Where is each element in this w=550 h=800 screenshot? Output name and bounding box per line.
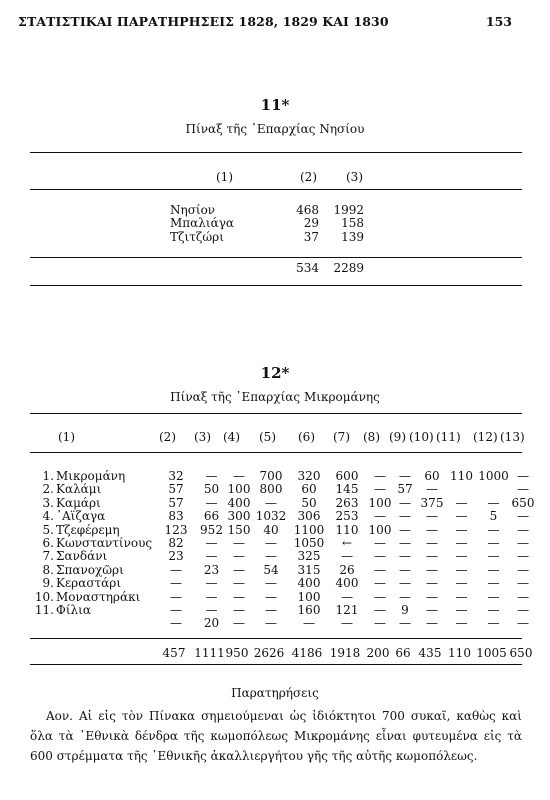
table-12-place-name [56,617,156,630]
table-12-col-header: (2) [159,430,176,444]
table-11-place-name: Μπαλιάγα [170,216,234,231]
table-12-cell: 9 [401,603,409,618]
table-12-cell: 952 [200,522,223,537]
table-12-cell: 320 [297,469,321,483]
table-12-cell: — [455,509,468,524]
table-12-cell: — [426,549,438,564]
table-12-cell: — [399,616,411,631]
table-12-cell: 400 [227,495,251,510]
table-12-row-number: 7. [42,549,54,564]
table-12-cell: — [455,603,468,618]
table-12-cell: 400 [335,576,359,591]
table-12-row-number: 2. [42,482,54,497]
table-12-cell: — [487,495,500,510]
table-12-row [30,537,535,550]
table-12-cell: — [455,576,468,591]
table-11-total-rule [30,257,522,258]
table-12-total-cell: 2626 [253,646,285,660]
table-12-cell: — [205,549,218,564]
table-12-cell [476,483,511,496]
table-12-cell: — [455,616,468,631]
table-12-cell: — [233,616,245,631]
table-12-cell: — [265,616,277,631]
table-12-cell: 83 [168,509,184,524]
table-12-col-header: (6) [298,430,315,444]
table-12-cell: 375 [420,495,444,510]
table-12-cell: — [265,536,277,551]
table-12-total-cell: 650 [509,646,533,660]
table-12-cell: — [455,495,468,510]
table-12-cell: 60 [424,469,440,483]
table-12-cell: — [205,576,218,591]
table-12-place-name: ᾿Αϊζαγα [56,509,106,524]
table-12-cell: 650 [511,495,535,510]
table-12-col-header: (10) [409,430,434,444]
table-12-place-name: Φίλια [56,603,91,618]
table-12-total-cell: 457 [162,646,186,660]
table-12-cell: 253 [335,509,359,524]
table-12-row-number: 4. [42,509,54,524]
table-12-row-number: 3. [42,495,54,510]
table-12-cell: — [205,589,218,604]
table-12-cell: — [517,562,529,577]
table-12-total-row [30,647,533,660]
table-12-cell: — [205,469,218,483]
table-12-cell: 110 [335,522,359,537]
table-12-row [30,550,535,563]
table-12-cell: — [426,562,438,577]
table-12-cell: 40 [263,522,279,537]
table-12-cell: 1100 [293,522,325,537]
table-12-cell: 263 [335,495,359,510]
table-12-cell: — [487,589,500,604]
table-12-cell: 100 [368,495,392,510]
table-12-cell: 325 [297,549,321,564]
table-12-cell: — [455,549,468,564]
table-12-cell: — [265,603,277,618]
page-number: 153 [485,14,512,29]
table-12-cell: 57 [168,482,184,497]
table-12-cell: — [233,603,245,618]
table-12-cell: — [374,603,386,618]
table-12-row [30,483,535,496]
table-12-cell: — [233,576,245,591]
table-12-cell: 57 [397,482,413,497]
table-12-cell: — [170,589,182,604]
table-12-place-name: Μικρομάνη [56,469,126,483]
table-12-cell: 5 [489,509,498,524]
table-12-top-rule [30,413,522,414]
table-12-cell: — [265,549,277,564]
table-12-cell: 800 [259,482,283,497]
table-12-cell: — [205,495,218,510]
table-12-cell: — [487,562,500,577]
table-11-body [170,204,364,244]
table-12-cell: — [374,562,386,577]
table-12-cell: 306 [297,509,321,524]
table-11-col-1-header: (1) [216,170,233,184]
table-12-cell: — [517,616,529,631]
table-12-col-header: (12) [473,430,498,444]
table-11-number: 11* [260,96,290,114]
notes-title: Παρατηρήσεις [231,686,319,700]
table-12-cell: — [455,536,468,551]
table-12-cell: — [233,536,245,551]
table-12-col-header: (9) [389,430,406,444]
table-11-row [170,217,364,230]
table-12-place-name: Κεραστάρι [56,576,122,591]
table-12-row-number: 6. [42,536,54,551]
table-12-total-rule [30,638,522,639]
table-12-total-cell: 1918 [329,646,361,660]
table-12-cell: — [374,482,386,497]
table-12-cell: — [399,576,411,591]
table-12-place-name: Σανδάνι [56,549,108,564]
table-12-row [30,617,535,630]
table-12-cell: — [233,549,245,564]
table-12-cell: 100 [297,589,321,604]
table-12-cell: — [517,589,529,604]
table-12-cell: — [399,549,411,564]
table-11-col-2-header: (2) [300,170,317,184]
running-title: ΣΤΑΤΙΣΤΙΚΑΙ ΠΑΡΑΤΗΡΗΣΕΙΣ 1828, 1829 ΚΑΙ 1830 [18,14,389,29]
table-12-cell: — [374,576,386,591]
table-12-cell: 110 [450,469,473,483]
table-11-total-cell: 2289 [333,261,364,275]
table-12-cell: 23 [203,562,220,577]
table-12-cell: 160 [297,603,321,618]
table-12-cell: 100 [227,482,251,497]
table-12-cell: 66 [203,509,220,524]
table-12-place-name: Τζεφέρεμη [56,522,120,537]
table-12-row [30,524,535,537]
table-12-cell: 315 [297,562,321,577]
table-11-top-rule [30,152,522,153]
table-12-cell: — [455,589,468,604]
table-12-cell: — [205,603,218,618]
table-12-total-cell: 66 [395,646,411,660]
table-12-total-cell: 435 [418,646,442,660]
table-12-cell: 600 [335,469,359,483]
table-12-total-cell: 950 [225,646,249,660]
table-11-place-name: Τζιτζώρι [170,229,224,244]
table-12-cell: — [265,495,277,510]
table-12-cell: — [487,549,500,564]
table-12-place-name: Κωνσταντίνους [56,536,153,551]
table-12-col-header: (7) [333,430,350,444]
table-12-cell: — [374,616,386,631]
table-12-cell: — [233,589,245,604]
table-12-cell: 60 [301,482,317,497]
table-11-cell: 29 [303,216,319,231]
table-12-cell: — [233,562,245,577]
table-12-cell: 123 [164,522,188,537]
table-12-row-number: 10. [34,589,54,604]
table-12-cell: — [426,603,438,618]
table-12-cell: — [517,603,529,618]
table-11-row [170,204,364,217]
table-12-col-header: (8) [363,430,380,444]
table-12-cell: — [170,603,182,618]
table-12-bottom-rule [30,664,522,665]
table-12-cell: — [517,482,529,497]
table-12-row [30,510,535,523]
table-12-cell: — [487,576,500,591]
table-12-cell: 145 [335,482,359,497]
table-11-totals [170,262,364,275]
table-12-cell: — [487,522,500,537]
table-12-cell: — [399,522,411,537]
table-12-place-name: Σπανοχῶρι [56,562,124,577]
table-12-row-number: 11. [34,603,54,618]
table-12-cell: — [374,589,386,604]
table-12-row-number [30,617,56,630]
table-12-cell: — [517,522,529,537]
table-11-cell: 37 [303,229,319,244]
table-12-col-header: (1) [58,430,75,444]
table-12-cell: — [170,562,182,577]
table-11-title: Πίναξ τῆς ᾿Επαρχίας Νησίου [185,122,365,136]
table-12-cell: 700 [259,469,283,483]
table-12-col-header: (11) [436,430,461,444]
table-11-bottom-rule [30,285,522,286]
table-12-row-number: 5. [42,522,54,537]
table-12-cell: — [517,536,529,551]
table-12-cell: — [487,536,500,551]
table-12-cell: — [426,576,438,591]
table-12-cell: ← [341,536,353,551]
table-11-header-rule [30,189,522,190]
table-11-total-cell: 534 [296,261,319,275]
table-12-cell: — [341,549,353,564]
table-12-row [30,497,535,510]
table-12-cell: — [455,562,468,577]
table-12-row [30,591,535,604]
table-12-cell: — [233,469,245,483]
table-12-cell: — [517,549,529,564]
table-11-cell: 468 [296,203,319,217]
table-12-col-header: (5) [259,430,276,444]
table-12-total-cell: 200 [366,646,390,660]
table-12-cell: — [341,616,353,631]
table-12-cell: — [341,589,353,604]
table-12-total-cell: 4186 [291,646,323,660]
table-12-cell: 20 [203,616,220,631]
table-12-cell: 1050 [293,536,325,551]
table-12-cell: 32 [168,469,184,483]
table-12-cell: — [374,509,386,524]
table-12-cell: 23 [168,549,184,564]
table-12-cell: — [303,616,315,631]
table-12-cell: — [426,616,438,631]
table-12-total-cell: 1111 [194,646,225,660]
table-12-title: Πίναξ τῆς ᾿Επαρχίας Μικρομάνης [170,390,380,404]
table-12-row-number: 8. [42,562,54,577]
table-12-cell: 50 [203,482,220,497]
table-12-cell: — [426,589,438,604]
table-12-totals [30,647,533,660]
table-12-cell: — [399,589,411,604]
table-12-cell: — [487,603,500,618]
table-12-cell: 50 [301,495,317,510]
table-12-cell [447,483,476,496]
table-12-cell: — [170,616,182,631]
table-12-body [30,470,535,631]
table-12-place-name: Μοναστηράκι [56,589,141,604]
table-12-cell: — [455,522,468,537]
table-12-cell: — [517,509,529,524]
table-12-cell: — [374,549,386,564]
table-12-place-name: Καμάρι [56,495,101,510]
table-12-cell: — [265,576,277,591]
table-12-cell: — [399,469,411,483]
table-12-cell: 400 [297,576,321,591]
table-12-cell: 100 [368,522,392,537]
table-12-row-number: 9. [42,576,54,591]
table-11-place-name: Νησίον [170,203,216,217]
table-12-cell: — [399,495,411,510]
table-12-cell: 26 [339,562,355,577]
table-12-cell: — [265,589,277,604]
table-12-cell: — [399,562,411,577]
table-11-col-3-header: (3) [346,170,363,184]
table-12-row [30,564,535,577]
table-12-cell: 300 [227,509,251,524]
table-12-cell: 82 [168,536,184,551]
table-12-cell: — [426,536,438,551]
table-12-cell: 121 [335,603,359,618]
table-12-cell: — [426,482,438,497]
table-12-row [30,470,535,483]
notes-text: Αον. Αἱ εἰς τὸν Πίνακα σημειούμεναι ὡς ἰδιόκτητοι 700 συκαῖ, καθὼς καὶ ὅλα τὰ ᾿Εθνικὰ δένδρα τῆς κωμοπόλεως Μικρομάνης εἶναι φυτευμένα εἰς τὰ 600 στρέμματα τῆς ᾿Εθνικῆς ἀκαλλιεργήτου γῆς τῆς αὐτῆς κωμοπόλεως. [30,709,522,763]
table-12-cell: 1032 [255,509,287,524]
table-12-col-header: (13) [500,430,525,444]
table-12-total-cell: 110 [448,646,471,660]
table-11-cell: 158 [341,216,364,231]
table-12-cell: — [170,576,182,591]
table-12-cell: 1000 [478,469,509,483]
table-11-cell: 139 [341,229,364,244]
table-12-cell: 150 [227,522,251,537]
table-12-header-rule [30,452,522,453]
table-11-total-row [170,262,364,275]
table-12-cell: — [517,576,529,591]
table-12-cell: — [399,536,411,551]
table-12-cell: — [374,469,386,483]
table-12-cell: — [487,616,500,631]
table-12-cell: 54 [263,562,279,577]
table-12-cell: — [517,469,529,483]
table-12-total-cell: 1005 [476,646,507,660]
table-12-cell: — [426,522,438,537]
table-11-cell: 1992 [333,203,364,217]
table-12-col-header: (3) [194,430,211,444]
table-12-cell: 57 [168,495,184,510]
table-12-cell: — [399,509,411,524]
table-12-place-name: Καλάμι [56,482,102,497]
table-11-row [170,231,364,244]
table-12-row [30,577,535,590]
table-12-row-number: 1. [42,469,54,483]
table-12-cell: — [426,509,438,524]
table-12-cell: — [374,536,386,551]
table-12-col-header: (4) [223,430,240,444]
table-12-number: 12* [260,364,290,382]
table-12-row [30,604,535,617]
table-12-cell: — [205,536,218,551]
